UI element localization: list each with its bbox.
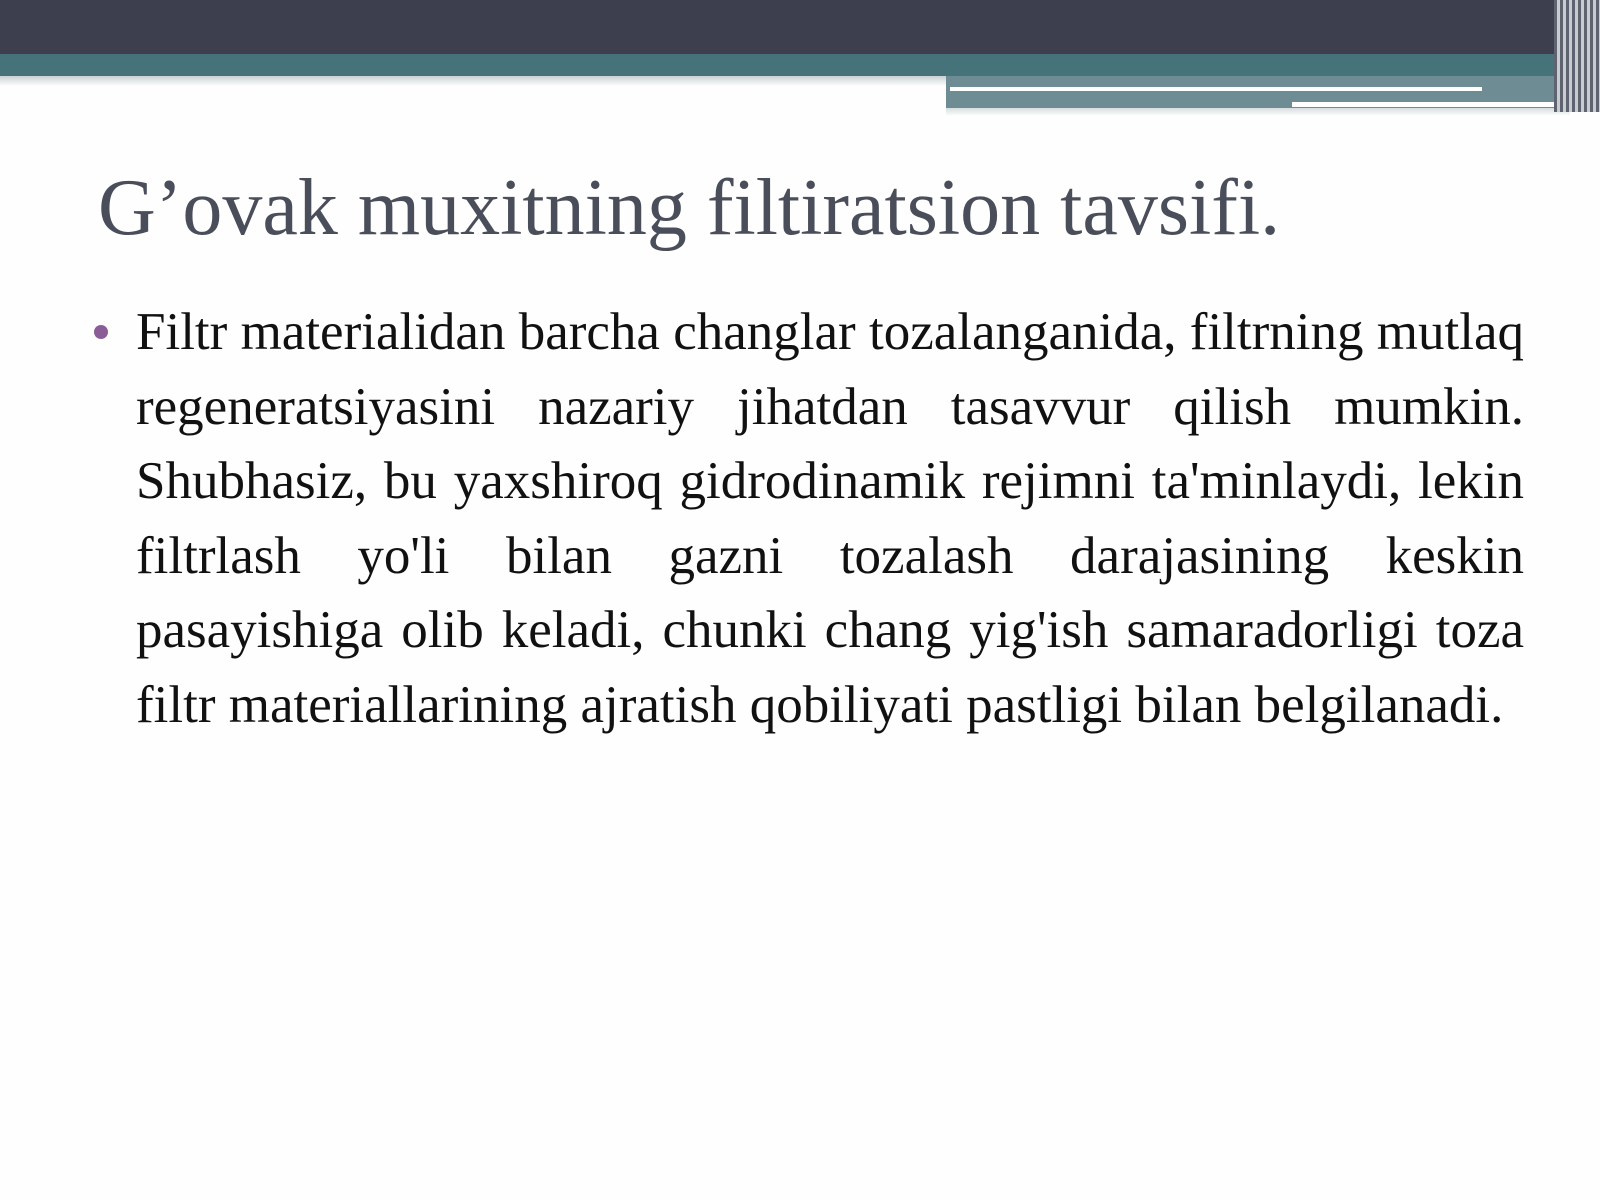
header-band-dark xyxy=(0,0,1600,54)
bullet-item xyxy=(92,295,1524,742)
bullet-text: Filtr materialidan barcha changlar tozalanganida, filtrning mutlaq regeneratsiyasini nazariy jihatdan tasavvur qilish mumkin. Shubhasiz, bu yaxshiroq gidrodinamik rejimni ta'minlaydi, lekin filtrlash yo'li bilan gazni tozalash darajasining keskin pasayishiga olib keladi, chunki chang yig'ish samaradorligi toza filtr materiallarining ajratish qobiliyati pastligi bilan belgilanadi. xyxy=(136,303,1524,734)
slide-title: G’ovak muxitning filtiratsion tavsifi. xyxy=(98,164,1281,252)
header-band-step-shadow xyxy=(946,108,1570,116)
header-band-shadow xyxy=(0,76,946,86)
header-accent-line xyxy=(950,87,1482,91)
bullet-list xyxy=(92,295,1524,742)
header-edge-stripes xyxy=(1554,0,1600,112)
header-accent-line xyxy=(1292,102,1568,107)
header-band-teal xyxy=(0,54,1600,76)
bullet-dot-icon xyxy=(94,325,108,339)
